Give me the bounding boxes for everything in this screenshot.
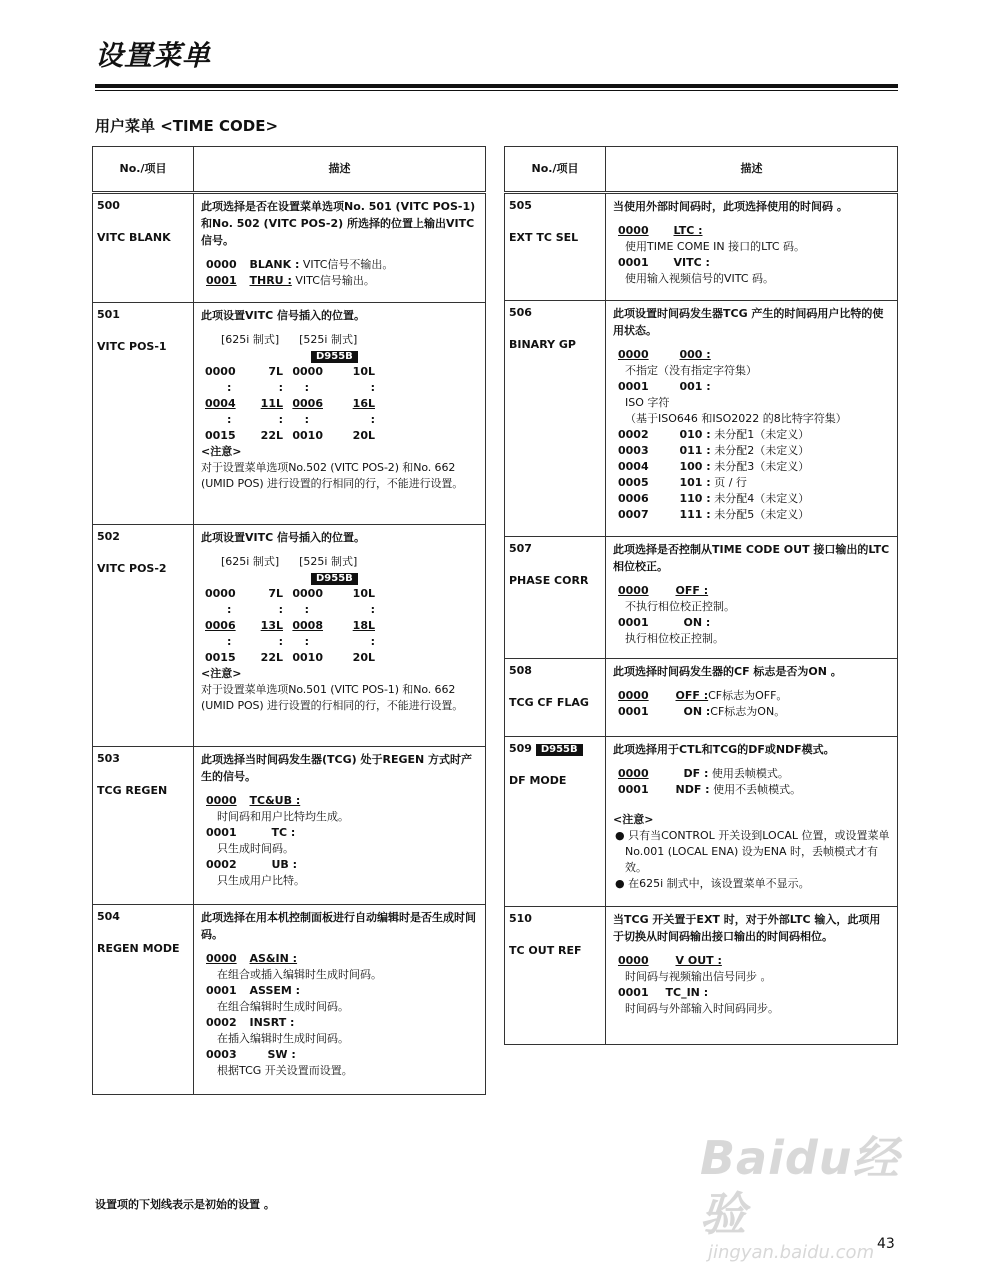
row-desc-cell [606,537,898,659]
row-head: 当TCG 开关置于EXT 时，对于外部LTC 输入，此项用于切换从时间码输出接口输出的时间码相位。 [613,913,881,943]
model-badge: D955B [311,573,358,585]
option-desc: 时间码与外部输入时间码同步。 [625,1002,779,1015]
option-line: 0004 100 : 未分配3（未定义） [618,460,810,473]
option-line: 0001 NDF : 使用不丢帧模式。 [618,783,802,796]
table-row [505,659,898,737]
row-head: 此项选择是否控制从TIME CODE OUT 接口输出的LTC 相位校正。 [613,543,890,573]
row-item: REGEN MODE [97,942,180,955]
row-no-cell [505,737,606,907]
note-title: <注意> [201,445,242,458]
option-line: 0002 INSRT : [206,1016,295,1029]
row-head: 此项选择时间码发生器的CF 标志是否为ON 。 [613,665,842,678]
row-no-cell [93,303,194,525]
row-no: 508 [509,664,532,677]
table-row [93,525,486,747]
option-desc: 使用输入视频信号的VITC 码。 [625,272,775,285]
row-no: 506 [509,306,532,319]
row-no: 505 [509,199,532,212]
note-text: 对于设置菜单选项No.501 (VITC POS-1) 和No. 662 (UMID POS) 进行设置的行相同的行，不能进行设置。 [201,683,464,712]
row-no-cell [93,193,194,303]
table-row [93,303,486,525]
row-no: 510 [509,912,532,925]
row-item: TC OUT REF [509,944,582,957]
option-line: 0000 OFF :CF标志为OFF。 [618,689,788,702]
option-line: 0000 V OUT : [618,954,722,967]
page-title: 设置菜单 [95,39,212,72]
right-menu-table [504,146,898,1045]
row-no: 501 [97,308,120,321]
row-head: 当使用外部时间码时，此项选择使用的时间码 。 [613,200,848,213]
option-desc: 不指定（没有指定字符集） [625,364,757,377]
option-line: 0005 101 : 页 / 行 [618,476,747,489]
row-head: 此项选择当时间码发生器(TCG) 处于REGEN 方式时产生的信号。 [201,753,473,783]
option-line: 0000 OFF : [618,584,709,597]
row-item: DF MODE [509,774,567,787]
option-line: 0000 DF : 使用丢帧模式。 [618,767,789,780]
option-line: 0000 000 : [618,348,711,361]
note-title: <注意> [201,667,242,680]
row-desc-cell [194,525,486,747]
row-item: TCG REGEN [97,784,168,797]
option-line: 0007 111 : 未分配5（未定义） [618,508,810,521]
option-line: 0001 001 : [618,380,711,393]
option-line: 0001 TC : [206,826,296,839]
table-row [505,737,898,907]
option-line: 0000 TC&UB : [206,794,301,807]
row-desc-cell [606,193,898,301]
row-head: 此项选择用于CTL和TCG的DF或NDF模式。 [613,743,835,756]
table-row [93,905,486,1095]
model-badge: D955B [536,744,583,756]
note-bullet: ● 在625i 制式中，该设置菜单不显示。 [615,877,810,890]
table-row [505,193,898,301]
row-desc-cell [606,301,898,537]
title-rule-thick [95,84,898,88]
option-desc: 时间码与视频输出信号同步 。 [625,970,772,983]
row-no-cell [505,193,606,301]
row-no-cell [93,747,194,905]
row-desc-cell [606,659,898,737]
option-line: 0006 110 : 未分配4（未定义） [618,492,810,505]
row-no-cell [93,905,194,1095]
option-desc: ISO 字符 [625,396,670,409]
row-item: VITC POS-2 [97,562,167,575]
option-line: 0001 THRU : VITC信号输出。 [206,274,375,287]
option-desc: 执行相位校正控制。 [625,632,724,645]
option-desc: 根据TCG 开关设置而设置。 [217,1064,353,1077]
header-no-item: No./项目 [505,147,606,193]
option-line: 0003 011 : 未分配2（未定义） [618,444,810,457]
line-position-grid: [625i 制式] [525i 制式] D955B 0000 7L 0000 10L : : : : 0004 11L 0006 16L : : : : 0015 22L 0010 20L [205,333,375,442]
row-item: BINARY GP [509,338,576,351]
row-desc-cell [194,747,486,905]
row-item: VITC BLANK [97,231,171,244]
row-item: TCG CF FLAG [509,696,589,709]
option-desc: 使用TIME COME IN 接口的LTC 码。 [625,240,806,253]
row-no-cell [505,907,606,1045]
option-desc: 在组合或插入编辑时生成时间码。 [217,968,382,981]
note-text: 对于设置菜单选项No.502 (VITC POS-2) 和No. 662 (UMID POS) 进行设置的行相同的行，不能进行设置。 [201,461,464,490]
title-rule-thin [95,90,898,91]
row-head: 此项选择是否在设置菜单选项No. 501 (VITC POS-1) 和No. 502 (VITC POS-2) 所选择的位置上输出VITC 信号。 [201,200,476,247]
model-badge: D955B [311,351,358,363]
option-desc: （基于ISO646 和ISO2022 的8比特字符集） [625,412,847,425]
table-header-row [93,147,486,193]
row-no-cell [505,659,606,737]
note-bullet: ● 只有当CONTROL 开关设到LOCAL 位置，或设置菜单No.001 (LOCAL ENA) 设为ENA 时，丢帧模式才有效。 [615,829,890,874]
row-no: 509 D955B [509,741,601,757]
row-no-cell [505,537,606,659]
option-line: 0001 ON :CF标志为ON。 [618,705,786,718]
option-desc: 时间码和用户比特均生成。 [217,810,349,823]
option-line: 0002 UB : [206,858,298,871]
option-line: 0003 SW : [206,1048,296,1061]
watermark-url: jingyan.baidu.com [708,1242,875,1263]
row-no: 500 [97,199,120,212]
row-no-cell [505,301,606,537]
header-description: 描述 [606,147,898,193]
row-desc-cell [606,737,898,907]
row-item: VITC POS-1 [97,340,167,353]
option-line: 0002 010 : 未分配1（未定义） [618,428,810,441]
option-desc: 在插入编辑时生成时间码。 [217,1032,349,1045]
section-title: 用户菜单 <TIME CODE> [95,117,279,135]
row-item: PHASE CORR [509,574,589,587]
option-line: 0001 ON : [618,616,711,629]
table-header-row [505,147,898,193]
table-row [505,301,898,537]
row-no: 502 [97,530,120,543]
row-head: 此项设置VITC 信号插入的位置。 [201,531,366,544]
table-row [93,747,486,905]
left-menu-table [92,146,486,1095]
row-no-cell [93,525,194,747]
option-line: 0001 TC_IN : [618,986,709,999]
row-no: 507 [509,542,532,555]
option-line: 0000 AS&IN : [206,952,298,965]
row-desc-cell [194,193,486,303]
row-head: 此项选择在用本机控制面板进行自动编辑时是否生成时间码。 [201,911,476,941]
row-desc-cell [194,303,486,525]
header-no-item: No./项目 [93,147,194,193]
option-desc: 在组合编辑时生成时间码。 [217,1000,349,1013]
option-line: 0001 VITC : [618,256,710,269]
row-no: 503 [97,752,120,765]
row-desc-cell [194,905,486,1095]
option-line: 0001 ASSEM : [206,984,301,997]
table-row [505,907,898,1045]
option-desc: 不执行相位校正控制。 [625,600,735,613]
row-desc-cell [606,907,898,1045]
option-line: 0000 LTC : [618,224,703,237]
row-item: EXT TC SEL [509,231,579,244]
option-line: 0000 BLANK : VITC信号不输出。 [206,258,394,271]
option-desc: 只生成用户比特。 [217,874,305,887]
note-title: <注意> [613,813,654,826]
page-number: 43 [877,1236,895,1252]
row-no: 504 [97,910,120,923]
table-row [505,537,898,659]
line-position-grid: [625i 制式] [525i 制式] D955B 0000 7L 0000 10L : : : : 0006 13L 0008 18L : : : : 0015 22L 0010 20L [205,555,375,664]
footer-note: 设置项的下划线表示是初始的设置 。 [95,1198,275,1211]
row-head: 此项设置时间码发生器TCG 产生的时间码用户比特的使用状态。 [613,307,884,337]
row-head: 此项设置VITC 信号插入的位置。 [201,309,366,322]
watermark-logo: Baidu经验 [700,1131,900,1241]
option-desc: 只生成时间码。 [217,842,294,855]
table-row [93,193,486,303]
header-description: 描述 [194,147,486,193]
